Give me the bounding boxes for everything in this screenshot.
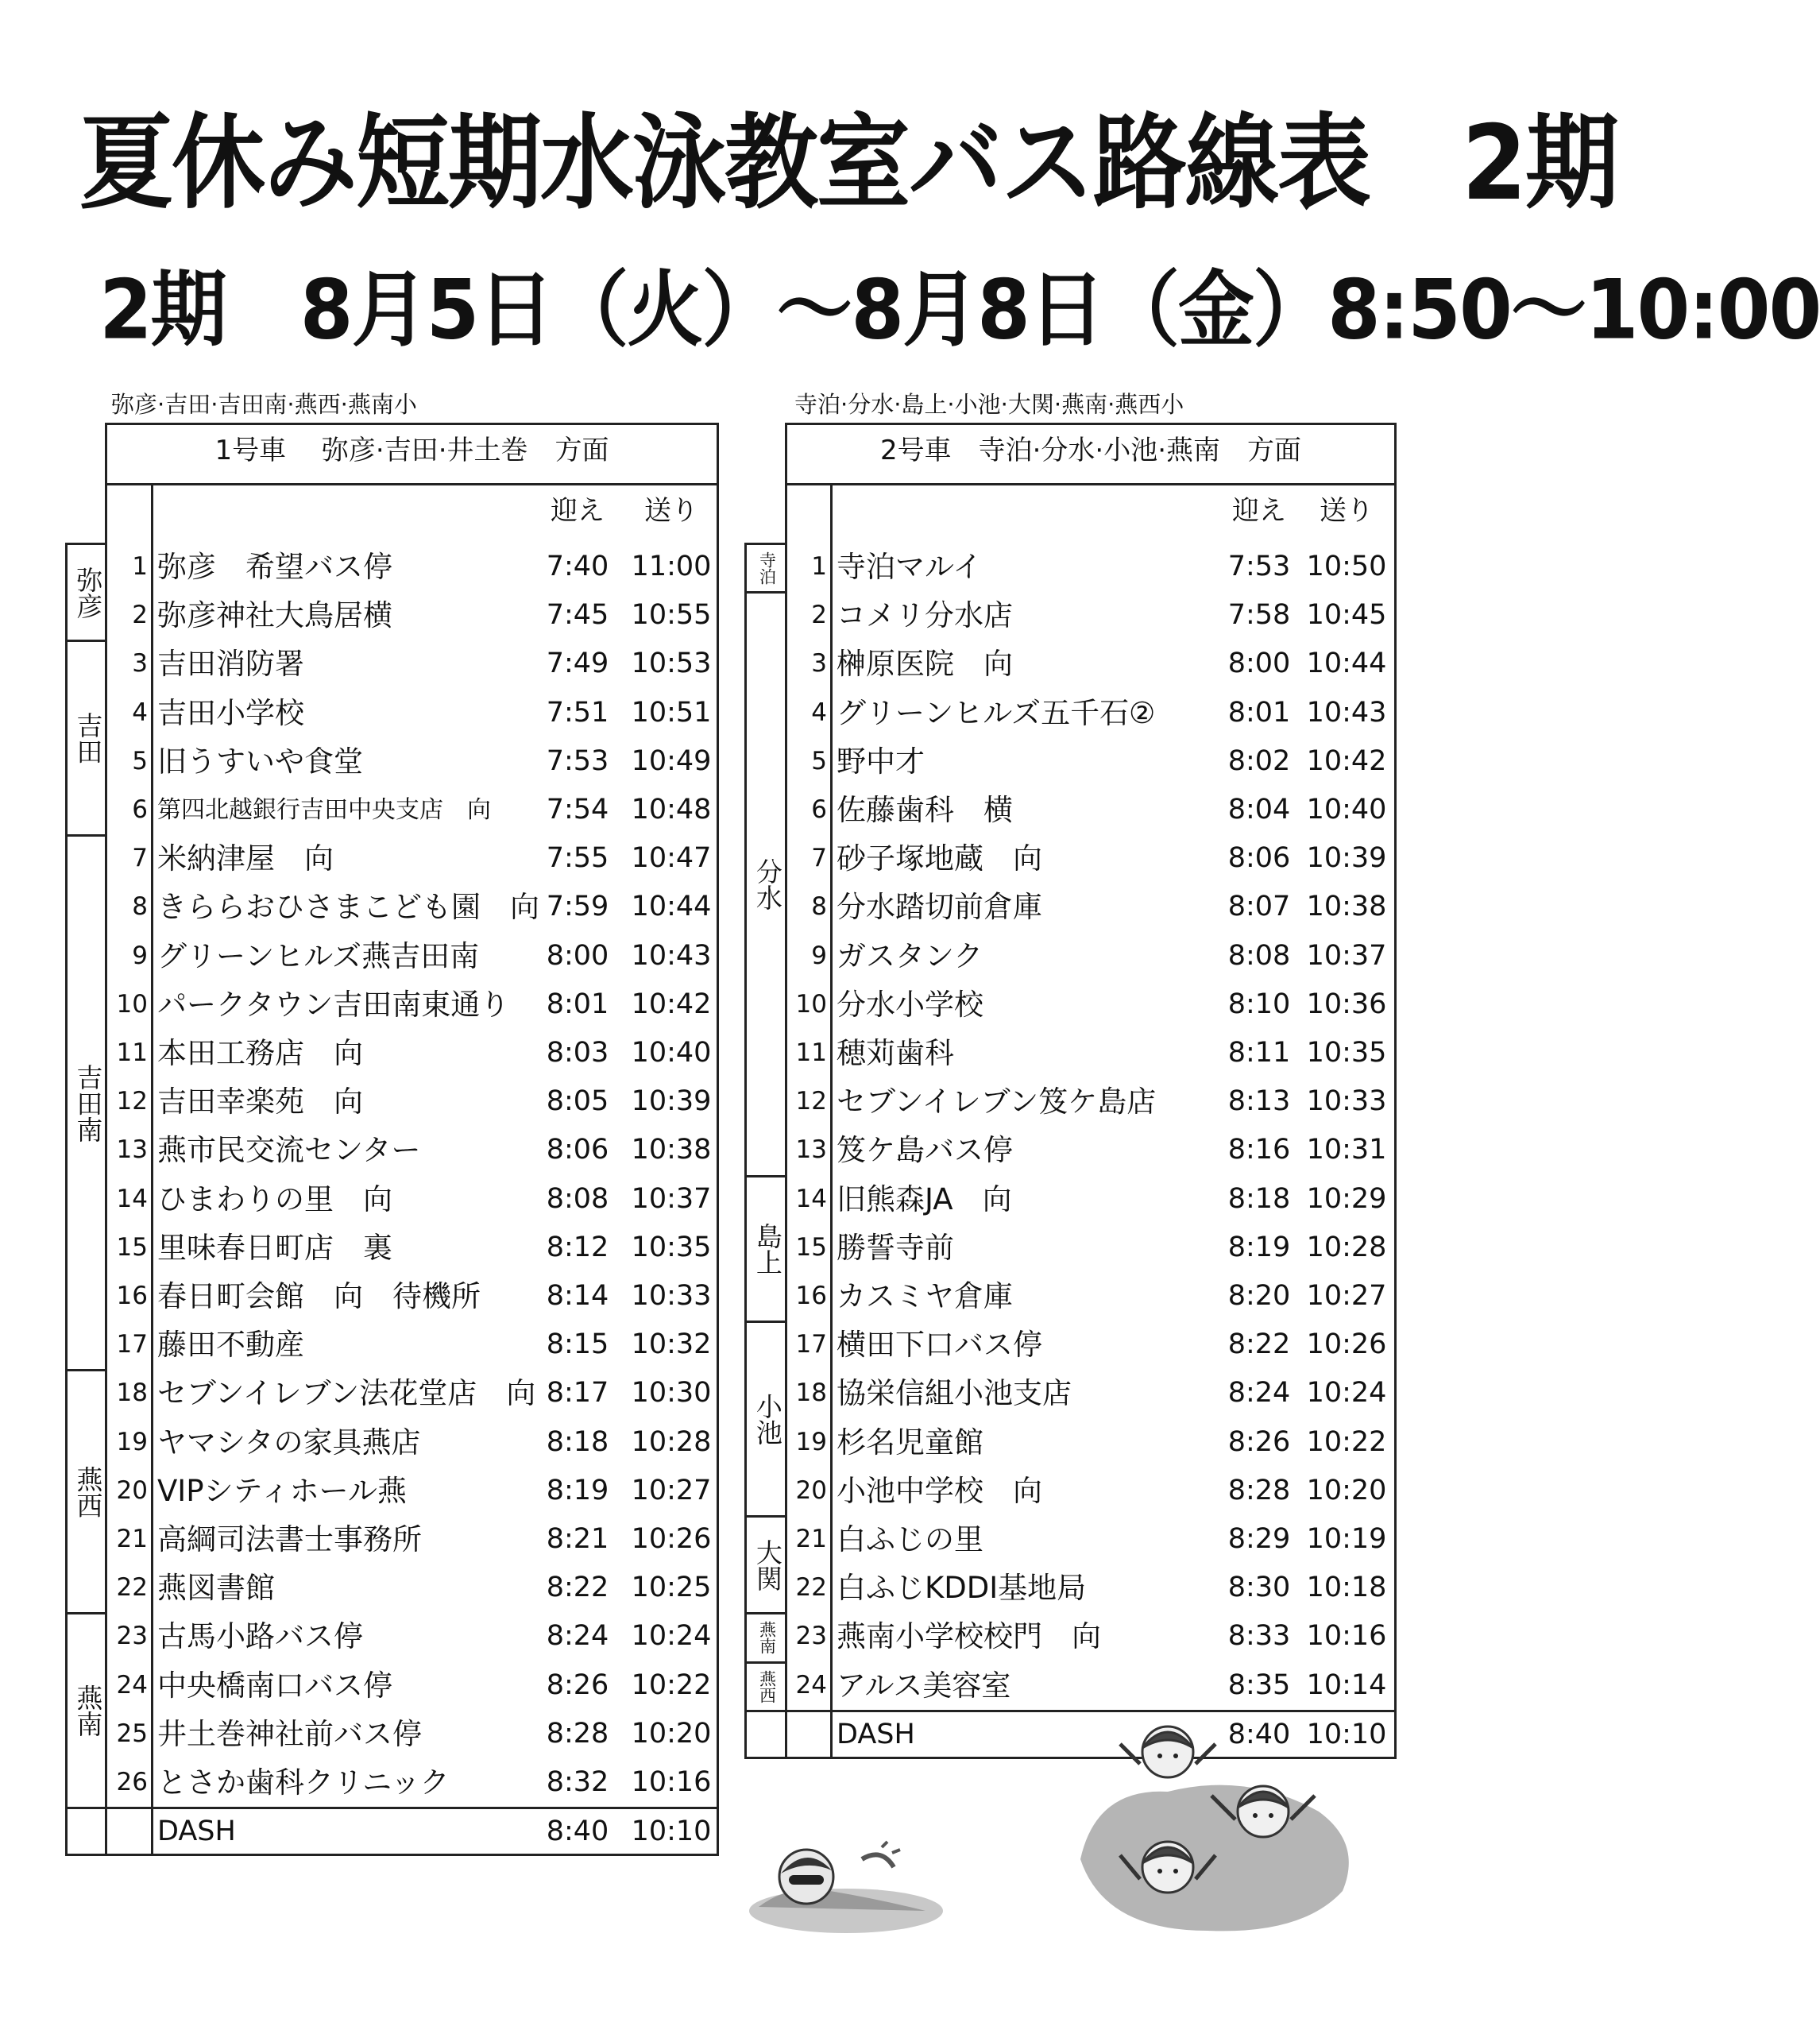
stop-number: 4 [811,698,827,727]
stop-name: 吉田幸楽苑 向 [157,1085,363,1119]
stop-name: 本田工務店 向 [157,1036,363,1070]
destination-name: DASH [157,1816,236,1848]
stop-name: 第四北越銀行吉田中央支店 向 [157,796,491,824]
dropoff-time: 10:36 [1306,988,1387,1020]
stop-name: 吉田消防署 [157,647,304,682]
pickup-time: 8:06 [1227,842,1291,875]
dropoff-time: 10:51 [631,696,712,729]
stop-number: 3 [132,649,148,679]
area-name: 燕西 [757,1669,777,1703]
dropoff-time: 10:44 [1306,648,1387,680]
stop-number: 23 [116,1622,148,1651]
pickup-time: 7:45 [546,599,609,632]
right-route-header: 2号車 寺泊·分水·小池·燕南 方面 [879,435,1302,466]
stop-name: グリーンヒルズ燕吉田南 [157,938,480,973]
right-col-dropoff: 送り [1320,495,1374,527]
stop-number: 14 [116,1184,148,1213]
dropoff-time: 10:42 [631,988,712,1020]
pickup-time: 8:26 [1227,1425,1291,1458]
destination-dropoff-time: 10:10 [1306,1718,1387,1750]
stop-name: 古馬小路バス停 [157,1619,363,1654]
stop-number: 24 [795,1670,827,1700]
stop-name: アルス美容室 [837,1668,1011,1703]
area-name: 吉田南 [72,1063,104,1143]
stop-name: グリーンヒルズ五千石② [837,695,1156,730]
dropoff-time: 10:32 [631,1328,712,1361]
stop-name: 春日町会館 向 待機所 [157,1279,481,1313]
table-row [0,689,1397,737]
dropoff-time: 10:20 [631,1717,712,1750]
destination-pickup-time: 8:40 [546,1816,609,1848]
table-row [0,1029,1397,1077]
pickup-time: 8:28 [546,1717,609,1750]
table-row [0,591,1397,640]
dropoff-time: 10:28 [1306,1231,1387,1263]
stop-number: 9 [811,941,827,970]
stop-name: とさか歯科クリニック [157,1765,450,1800]
left-schools-label: 弥彦·吉田·吉田南·燕西·燕南小 [111,391,417,418]
dropoff-time: 10:33 [631,1280,712,1312]
destination-dropoff-time: 10:10 [631,1816,712,1848]
children-swimming-illustration [1065,1700,1366,1939]
stop-number: 21 [116,1525,148,1553]
stop-name: 小池中学校 向 [837,1473,1042,1508]
right-schools-label: 寺泊·分水·島上·小池·大関·燕南·燕西小 [794,391,1184,418]
stop-name: 白ふじの里 [837,1522,983,1556]
stop-number: 25 [116,1719,148,1748]
stop-name: 白ふじKDDI基地局 [837,1571,1087,1606]
stop-number: 20 [116,1475,148,1505]
stop-number: 26 [116,1768,148,1796]
stop-name: パークタウン吉田南東通り [157,987,510,1022]
stop-name: 穂苅歯科 [837,1036,954,1070]
dropoff-time: 10:20 [1306,1474,1387,1506]
pickup-time: 8:16 [1227,1134,1291,1166]
stop-name: コメリ分水店 [837,598,1013,633]
table-row [0,1224,1397,1272]
left-route-header: 1号車 弥彦·吉田·井土巻 方面 [214,435,609,466]
stop-name: 砂子塚地蔵 向 [837,841,1042,876]
pickup-time: 8:05 [546,1085,609,1118]
stop-name: カスミヤ倉庫 [837,1279,1013,1313]
area-name: 大関 [752,1538,783,1591]
pickup-time: 8:24 [1227,1377,1291,1409]
dropoff-time: 10:43 [1306,696,1387,729]
swimmer-illustration [743,1835,949,1939]
table-row [0,883,1397,931]
stop-name: 弥彦 希望バス停 [157,550,392,584]
pickup-time: 7:54 [546,794,609,826]
pickup-time: 8:08 [546,1182,609,1215]
dropoff-time: 10:28 [631,1425,712,1458]
pickup-time: 8:11 [1227,1037,1291,1069]
stop-name: セブンイレブン法花堂店 向 [157,1376,536,1411]
table-row [0,1126,1397,1174]
table-row [0,1321,1397,1369]
stop-number: 4 [132,698,148,727]
pickup-time: 8:15 [546,1328,609,1361]
stop-number: 13 [795,1135,827,1165]
dropoff-time: 10:39 [631,1085,712,1118]
stop-number: 9 [132,941,148,970]
stop-name: VIPシティホール燕 [157,1473,407,1508]
stop-number: 15 [795,1232,827,1262]
dropoff-time: 10:22 [1306,1425,1387,1458]
dropoff-time: 10:35 [1306,1037,1387,1069]
dropoff-time: 10:16 [1306,1620,1387,1653]
dropoff-time: 10:25 [631,1572,712,1604]
stop-number: 11 [116,1038,148,1067]
pickup-time: 8:04 [1227,794,1291,826]
stop-number: 12 [116,1087,148,1116]
pickup-time: 8:07 [1227,891,1291,923]
stop-number: 11 [795,1038,827,1067]
stop-name: 寺泊マルイ [837,550,983,584]
stop-number: 3 [811,649,827,679]
dropoff-time: 10:48 [631,794,712,826]
pickup-time: 8:01 [1227,696,1291,729]
table-row [0,1077,1397,1126]
stop-name: 燕図書館 [157,1571,275,1606]
stop-number: 16 [795,1282,827,1310]
stop-name: 佐藤歯科 横 [837,793,1013,827]
dropoff-time: 10:16 [631,1766,712,1798]
stop-number: 8 [811,892,827,922]
table-row [0,980,1397,1029]
stop-name: 分水踏切前倉庫 [837,890,1042,925]
stop-number: 12 [795,1087,827,1116]
stop-name: 横田下口バス停 [837,1328,1042,1363]
stop-number: 15 [116,1232,148,1262]
dropoff-time: 10:38 [631,1134,712,1166]
stop-name: 分水小学校 [837,987,983,1022]
pickup-time: 7:40 [546,551,609,582]
dropoff-time: 11:00 [631,551,712,582]
stop-name: 杉名児童館 [837,1425,983,1460]
dropoff-time: 10:42 [1306,744,1387,777]
dropoff-time: 10:50 [1306,551,1387,582]
stop-number: 16 [116,1282,148,1310]
table-row [0,1758,719,1807]
dropoff-time: 10:43 [631,939,712,972]
destination-name: DASH [837,1718,915,1750]
stop-number: 6 [132,795,148,824]
table-row [0,640,1397,688]
pickup-time: 8:26 [546,1669,609,1701]
pickup-time: 8:30 [1227,1572,1291,1604]
destination-pickup-time: 8:40 [1227,1718,1291,1750]
stop-number: 23 [795,1622,827,1651]
stop-number: 24 [116,1670,148,1700]
pickup-time: 8:28 [1227,1474,1291,1506]
pickup-time: 8:33 [1227,1620,1291,1653]
pickup-time: 8:10 [1227,988,1291,1020]
stop-number: 14 [795,1184,827,1213]
stop-number: 7 [132,844,148,873]
dropoff-time: 10:40 [631,1037,712,1069]
pickup-time: 8:00 [1227,648,1291,680]
pickup-time: 8:19 [546,1474,609,1506]
stop-name: 吉田小学校 [157,695,304,730]
table-row [0,1175,1397,1224]
stop-number: 17 [795,1330,827,1359]
stop-number: 20 [795,1475,827,1505]
area-name: 弥彦 [72,566,104,619]
pickup-time: 8:08 [1227,939,1291,972]
stop-name: 弥彦神社大鳥居横 [157,598,392,633]
table-row [0,834,1397,883]
stop-number: 10 [116,989,148,1019]
table-row [0,1612,1397,1661]
area-name: 寺泊 [757,551,777,586]
pickup-time: 8:12 [546,1231,609,1263]
stop-name: 協栄信組小池支店 [837,1376,1072,1411]
pickup-time: 8:24 [546,1620,609,1653]
left-col-dropoff: 送り [644,495,698,527]
stop-number: 22 [116,1573,148,1603]
pickup-time: 8:14 [546,1280,609,1312]
stop-number: 2 [811,601,827,630]
pickup-time: 7:53 [546,744,609,777]
dropoff-time: 10:24 [631,1620,712,1653]
stop-number: 18 [795,1379,827,1408]
pickup-time: 8:21 [546,1523,609,1555]
dropoff-time: 10:33 [1306,1085,1387,1118]
stop-name: 燕市民交流センター [157,1133,421,1168]
stop-number: 5 [132,746,148,775]
pickup-time: 8:35 [1227,1669,1291,1701]
table-row [0,1467,1397,1515]
pickup-time: 8:20 [1227,1280,1291,1312]
pickup-time: 8:19 [1227,1231,1291,1263]
destination-row [0,1807,719,1856]
dropoff-time: 10:37 [631,1182,712,1215]
pickup-time: 7:59 [546,891,609,923]
dropoff-time: 10:30 [631,1377,712,1409]
stop-name: 高綱司法書士事務所 [157,1522,422,1556]
stop-name: 榊原医院 向 [837,647,1013,682]
dropoff-time: 10:45 [1306,599,1387,632]
stop-number: 17 [116,1330,148,1359]
dropoff-time: 10:53 [631,648,712,680]
dropoff-time: 10:26 [631,1523,712,1555]
dropoff-time: 10:55 [631,599,712,632]
area-name: 燕南 [757,1621,777,1655]
stop-number: 8 [132,892,148,922]
stop-name: セブンイレブン笈ケ島店 [837,1085,1157,1119]
dropoff-time: 10:44 [631,891,712,923]
stop-number: 10 [795,989,827,1019]
right-col-pickup: 迎え [1232,495,1286,527]
pickup-time: 8:03 [546,1037,609,1069]
stop-name: 井土巻神社前バス停 [157,1716,422,1751]
pickup-time: 7:51 [546,696,609,729]
table-row [0,932,1397,980]
table-row [0,1564,1397,1612]
stop-name: 米納津屋 向 [157,841,334,876]
dropoff-time: 10:19 [1306,1523,1387,1555]
dropoff-time: 10:39 [1306,842,1387,875]
dropoff-time: 10:27 [631,1474,712,1506]
stop-name: きららおひさまこども園 向 [157,890,539,925]
stop-number: 1 [811,552,827,581]
stop-number: 18 [116,1379,148,1408]
stop-number: 7 [811,844,827,873]
schedule-dates: 2期 8月5日（火）～8月8日（金）8:50～10:00 [99,261,1820,358]
dropoff-time: 10:38 [1306,891,1387,923]
stop-name: 勝誓寺前 [837,1230,954,1265]
stop-name: ガスタンク [837,938,983,973]
dropoff-time: 10:35 [631,1231,712,1263]
table-row [0,543,1397,591]
area-name: 吉田 [72,712,104,765]
area-name: 燕西 [72,1465,104,1518]
table-row [0,1418,1397,1467]
page-title: 夏休み短期水泳教室バス路線表 2期 [79,102,1618,223]
dropoff-time: 10:49 [631,744,712,777]
dropoff-time: 10:18 [1306,1572,1387,1604]
stop-name: 野中才 [837,744,925,779]
stop-number: 6 [811,795,827,824]
pickup-time: 8:02 [1227,744,1291,777]
dropoff-time: 10:31 [1306,1134,1387,1166]
pickup-time: 7:53 [1227,551,1291,582]
stop-number: 5 [811,746,827,775]
area-name: 分水 [752,857,783,911]
stop-name: 笈ケ島バス停 [837,1133,1013,1168]
stop-name: 旧うすいや食堂 [157,744,363,779]
stop-number: 19 [795,1427,827,1456]
dropoff-time: 10:27 [1306,1280,1387,1312]
pickup-time: 8:00 [546,939,609,972]
stop-name: ヤマシタの家具燕店 [157,1425,421,1460]
table-row [0,1515,1397,1564]
pickup-time: 8:06 [546,1134,609,1166]
stop-number: 22 [795,1573,827,1603]
stop-name: 里味春日町店 裏 [157,1230,392,1265]
dropoff-time: 10:26 [1306,1328,1387,1361]
pickup-time: 8:22 [546,1572,609,1604]
pickup-time: 7:55 [546,842,609,875]
pickup-time: 8:18 [546,1425,609,1458]
dropoff-time: 10:40 [1306,794,1387,826]
pickup-time: 7:58 [1227,599,1291,632]
dropoff-time: 10:37 [1306,939,1387,972]
stop-name: 藤田不動産 [157,1328,304,1363]
left-col-pickup: 迎え [551,495,605,527]
stop-number: 13 [116,1135,148,1165]
area-name: 島上 [752,1222,783,1275]
stop-number: 19 [116,1427,148,1456]
dropoff-time: 10:22 [631,1669,712,1701]
stop-number: 21 [795,1525,827,1553]
dropoff-time: 10:24 [1306,1377,1387,1409]
pickup-time: 8:17 [546,1377,609,1409]
pickup-time: 8:29 [1227,1523,1291,1555]
dropoff-time: 10:29 [1306,1182,1387,1215]
stop-number: 1 [132,552,148,581]
stop-name: 旧熊森JA 向 [837,1181,1012,1216]
stop-name: ひまわりの里 向 [157,1181,392,1216]
stop-name: 中央橋南口バス停 [157,1668,392,1703]
pickup-time: 8:13 [1227,1085,1291,1118]
pickup-time: 8:01 [546,988,609,1020]
area-name: 燕南 [72,1684,104,1738]
pickup-time: 7:49 [546,648,609,680]
dropoff-time: 10:47 [631,842,712,875]
pickup-time: 8:32 [546,1766,609,1798]
table-row [0,786,1397,834]
stop-name: 燕南小学校校門 向 [837,1619,1101,1654]
stop-number: 2 [132,601,148,630]
pickup-time: 8:18 [1227,1182,1291,1215]
table-row [0,1369,1397,1417]
table-row [0,737,1397,786]
area-name: 小池 [752,1393,783,1446]
pickup-time: 8:22 [1227,1328,1291,1361]
dropoff-time: 10:14 [1306,1669,1387,1701]
table-row [0,1272,1397,1321]
